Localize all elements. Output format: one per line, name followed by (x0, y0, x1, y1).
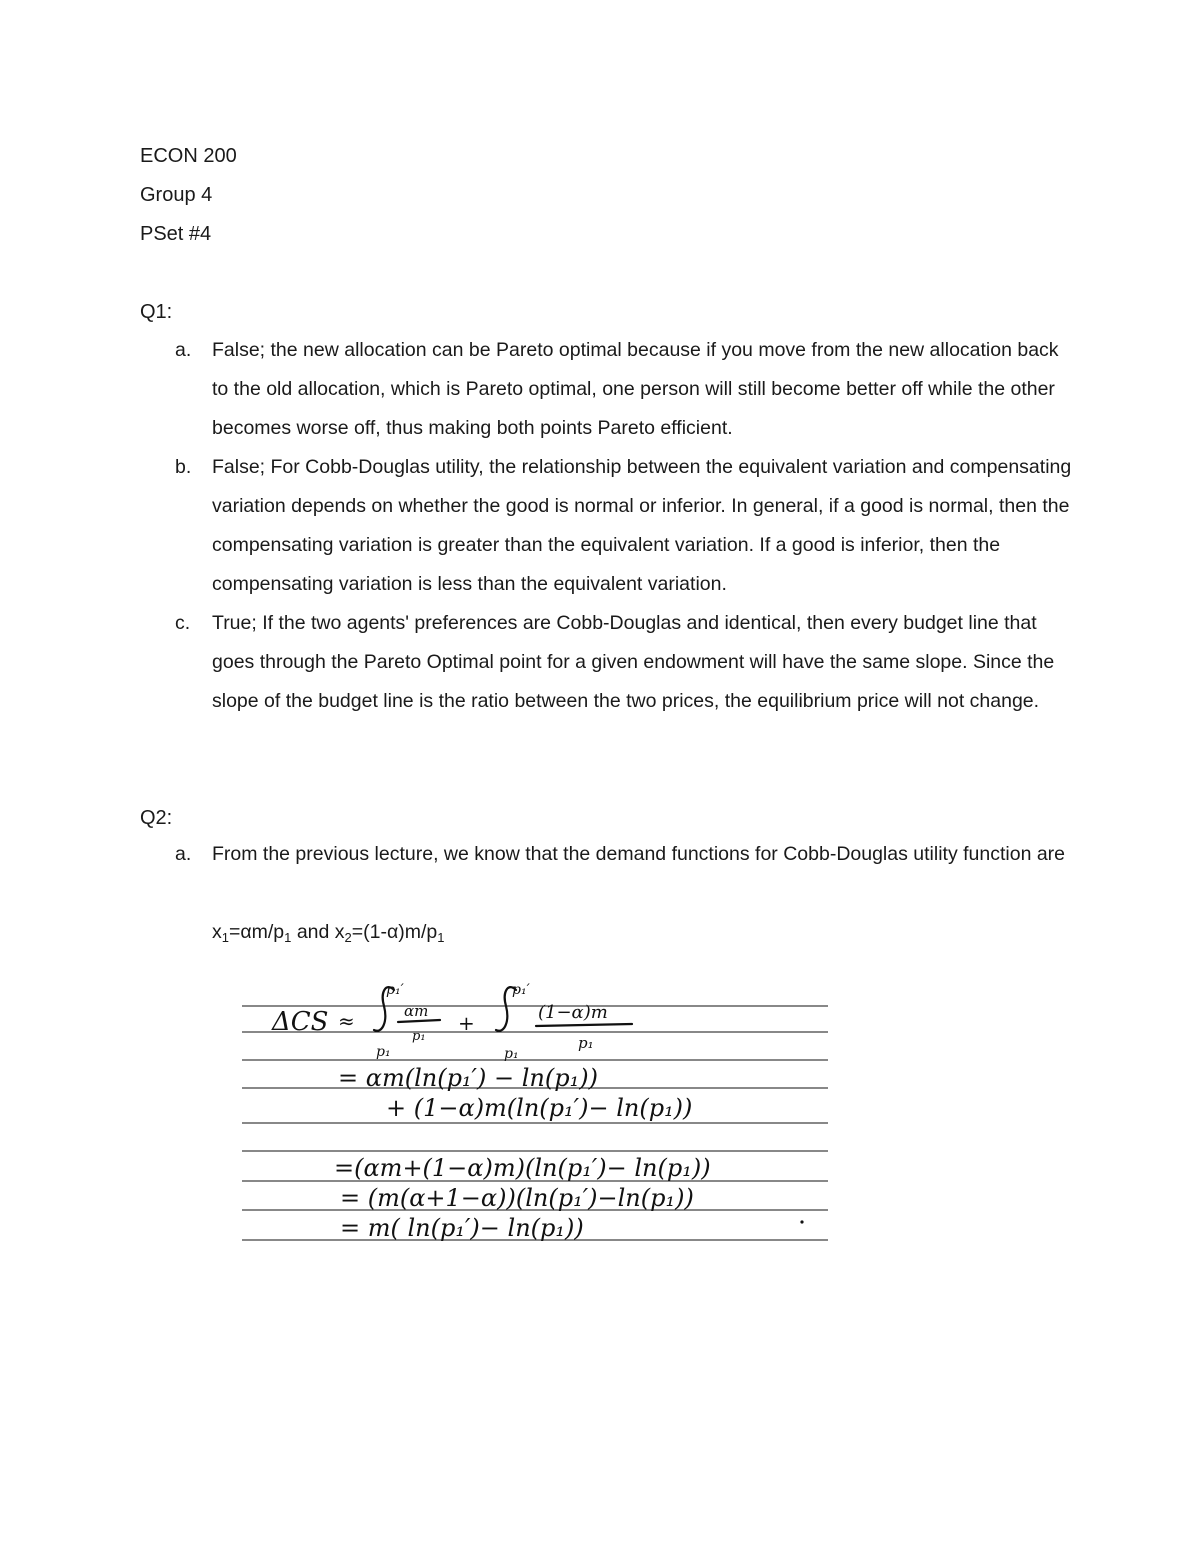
svg-text:(1−α)m: (1−α)m (538, 1002, 608, 1023)
q1-heading: Q1: (140, 301, 173, 323)
svg-text:p₁: p₁ (504, 1046, 519, 1062)
handwritten-derivation-svg (236, 970, 836, 1270)
q2-heading: Q2: (140, 807, 173, 829)
hw-line-6: = m( ln(p₁′)− ln(p₁)) (340, 1214, 584, 1242)
svg-text:p₁: p₁ (376, 1044, 391, 1060)
item-text: From the previous lecture, we know that the demand functions for Cobb-Douglas utility function are (212, 843, 1066, 865)
course-title: ECON 200 (140, 145, 237, 167)
hw-equals: ≈ (338, 1009, 355, 1033)
svg-text:p₁: p₁ (412, 1029, 426, 1044)
hw-line-2: = αm(ln(p₁′) − ln(p₁)) (338, 1064, 598, 1092)
q2-item-a (140, 835, 1080, 874)
p1-subscript: 1 (437, 930, 445, 945)
item-marker: b. (175, 456, 192, 478)
hw-delta-cs: ΔCS (272, 1007, 329, 1037)
item-marker: a. (175, 339, 192, 361)
item-marker: c. (175, 612, 191, 634)
q1-answer-list (140, 331, 1080, 721)
and-word: and (296, 921, 330, 943)
x1-expression: =αm/p (228, 921, 285, 943)
svg-text:αm: αm (404, 1002, 429, 1020)
q1-item-a (140, 331, 1080, 448)
handwritten-derivation-image (236, 970, 836, 1270)
hw-line-5: = (m(α+1−α))(ln(p₁′)−ln(p₁)) (340, 1184, 694, 1212)
svg-text:p₁′: p₁′ (386, 982, 404, 998)
group-label: Group 4 (140, 184, 213, 206)
q1-item-c (140, 604, 1080, 721)
q1-item-b (140, 448, 1080, 604)
hw-line-4: =(αm+(1−α)m)(ln(p₁′)− ln(p₁)) (334, 1154, 711, 1182)
item-text: True; If the two agents' preferences are Cobb-Douglas and identical, then every budget line that goes through the Pareto Optimal point for a given endowment will have the same slope. Since the slope of the budget line is the ratio between the two prices, the equilibrium price will not change. (212, 612, 1055, 712)
x2-subscript: 2 (344, 930, 352, 945)
pset-label: PSet #4 (140, 223, 212, 245)
item-text: False; For Cobb-Douglas utility, the relationship between the equivalent variation and compensating variation depends on whether the good is normal or inferior. In general, if a good is normal, then the compensating variation is greater than the equivalent variation. If a good is inferior, then the compensating variation is less than the equivalent variation. (212, 456, 1072, 595)
svg-text:p₁: p₁ (578, 1034, 594, 1052)
x1-subscript: 1 (221, 930, 229, 945)
hw-line-1 (271, 982, 632, 1062)
x2-symbol: x (334, 921, 345, 943)
q2-answer-list (140, 835, 1080, 874)
x2-expression: =(1-α)m/p (351, 921, 438, 943)
item-text: False; the new allocation can be Pareto optimal because if you move from the new allocation back to the old allocation, which is Pareto optimal, one person will still become better off while the other becomes worse off, thus making both points Pareto efficient. (212, 339, 1059, 439)
x1-symbol: x (212, 921, 222, 943)
demand-functions (140, 913, 445, 952)
svg-text:p₁′: p₁′ (512, 982, 530, 998)
p1-subscript: 1 (284, 930, 292, 945)
svg-text:+: + (458, 1011, 475, 1035)
hw-line-3: + (1−α)m(ln(p₁′)− ln(p₁)) (386, 1094, 693, 1122)
item-marker: a. (175, 843, 192, 865)
